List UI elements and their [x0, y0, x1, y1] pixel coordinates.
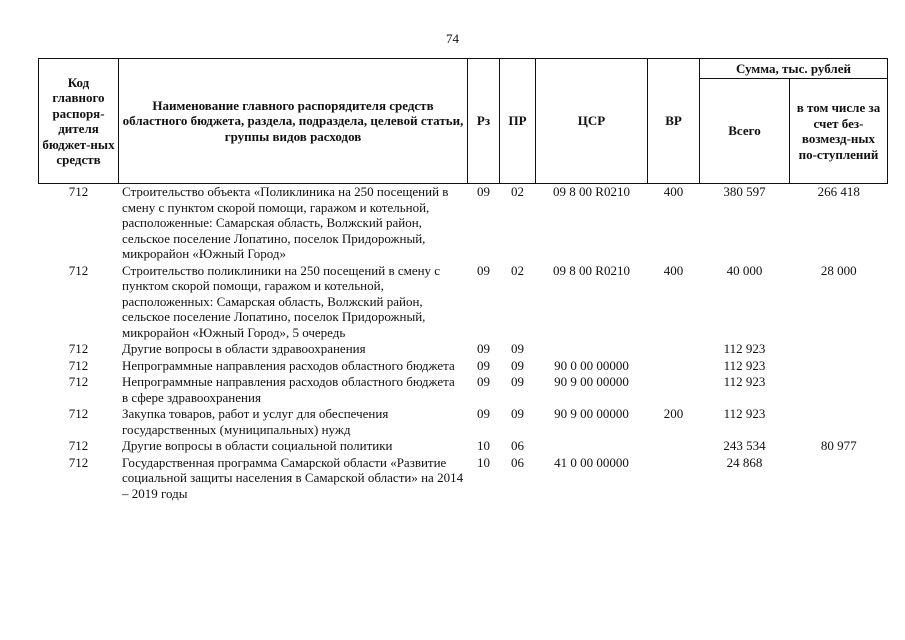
cell-vr: 400: [663, 184, 684, 199]
cell-name: Строительство объекта «Поликлиника на 250 посещений в смену с пунктом скорой помощи, гаражом и котельной, расположенные: Самарская область, Волжский район, сельское поселение Лопатино, поселок Придорожный, микрорайон «Южный Город»: [122, 184, 449, 261]
cell-pr: 09: [511, 374, 524, 389]
table-row: [39, 263, 888, 342]
cell-total: 112 923: [723, 341, 766, 356]
cell-pr: 02: [511, 262, 524, 278]
cell-name: Другие вопросы в области социальной политики: [122, 438, 393, 453]
header-sum: Сумма, тыс. рублей: [700, 59, 888, 79]
cell-total: 112 923: [723, 406, 766, 421]
cell-vr: [648, 341, 700, 358]
cell-rz: 09: [477, 341, 490, 356]
cell-total: 112 923: [723, 374, 766, 389]
cell-free: [790, 341, 888, 358]
header-pr: ПР: [500, 59, 536, 184]
cell-free: [790, 406, 888, 438]
cell-name: Непрограммные направления расходов областного бюджета: [122, 357, 455, 373]
cell-code: 712: [68, 184, 89, 199]
cell-csr: 90 9 00 00000: [554, 374, 629, 389]
cell-name: Закупка товаров, работ и услуг для обеспечения государственных (муниципальных) нужд: [122, 406, 389, 437]
cell-rz: 09: [477, 406, 490, 421]
cell-vr: [648, 374, 700, 406]
cell-csr: [536, 438, 648, 455]
cell-rz: 09: [477, 374, 490, 389]
page-number: 74: [446, 31, 459, 46]
cell-total: 243 534: [723, 438, 766, 453]
table-row: [39, 184, 888, 263]
cell-free: [790, 455, 888, 503]
cell-total: 380 597: [723, 184, 766, 199]
cell-rz: 10: [477, 438, 490, 453]
cell-code: 712: [68, 357, 89, 373]
table-body: [39, 184, 888, 503]
table-row: [39, 406, 888, 438]
table-row: [39, 455, 888, 503]
cell-pr: 09: [511, 357, 524, 373]
cell-vr: [648, 455, 700, 503]
table-row: [39, 358, 888, 375]
cell-total: 24 868: [726, 454, 763, 470]
cell-free: [790, 358, 888, 375]
header-free: в том числе за счет без-возмезд-ных по-ступлений: [790, 79, 888, 184]
cell-csr: 09 8 00 R0210: [553, 262, 630, 278]
cell-total: 112 923: [723, 357, 766, 373]
cell-name: Другие вопросы в области здравоохранения: [122, 341, 366, 356]
cell-pr: 02: [511, 184, 524, 199]
cell-name: Государственная программа Самарской области «Развитие социальной защиты населения в Самарской области» на 2014 – 2019 годы: [122, 454, 464, 501]
cell-pr: 06: [511, 454, 524, 470]
cell-rz: 10: [477, 454, 490, 470]
cell-code: 712: [68, 406, 89, 421]
header-rz: Рз: [468, 59, 500, 184]
cell-code: 712: [68, 438, 89, 453]
cell-free: 266 418: [817, 184, 860, 199]
cell-code: 712: [68, 262, 89, 278]
table-row: [39, 438, 888, 455]
cell-vr: 200: [663, 406, 684, 421]
cell-csr: [536, 341, 648, 358]
cell-free: 28 000: [820, 262, 857, 278]
cell-code: 712: [68, 374, 89, 389]
header-csr: ЦСР: [536, 59, 648, 184]
cell-code: 712: [68, 341, 89, 356]
cell-vr: [648, 358, 700, 375]
cell-free: [790, 374, 888, 406]
cell-pr: 09: [511, 341, 524, 356]
cell-csr: 09 8 00 R0210: [553, 184, 630, 199]
cell-rz: 09: [477, 357, 490, 373]
cell-rz: 09: [477, 262, 490, 278]
cell-vr: [648, 438, 700, 455]
cell-name: Непрограммные направления расходов областного бюджета в сфере здравоохранения: [122, 374, 455, 405]
cell-pr: 09: [511, 406, 524, 421]
cell-csr: 90 9 00 00000: [554, 406, 629, 421]
cell-rz: 09: [477, 184, 490, 199]
budget-table: [38, 58, 888, 502]
cell-free: 80 977: [820, 438, 857, 453]
cell-code: 712: [68, 454, 89, 470]
table-row: [39, 341, 888, 358]
cell-csr: 41 0 00 00000: [554, 454, 629, 470]
header-name: Наименование главного распорядителя средств областного бюджета, раздела, подраздела, целевой статьи, группы видов расходов: [119, 59, 468, 184]
cell-pr: 06: [511, 438, 524, 453]
cell-vr: 400: [663, 262, 684, 278]
table-header: [39, 59, 888, 184]
cell-name: Строительство поликлиники на 250 посещений в смену с пунктом скорой помощи, гаражом и котельной, расположенных: Самарская область, Волжский район, сельское поселение Лопатино, поселок Придорожный, микрорайон «Южный Город», 5 очередь: [122, 262, 441, 340]
cell-total: 40 000: [726, 262, 763, 278]
cell-csr: 90 0 00 00000: [554, 357, 629, 373]
header-total: Всего: [700, 79, 790, 184]
header-code: Код главного распоря-дителя бюджет-ных средств: [39, 59, 119, 184]
header-vr: ВР: [648, 59, 700, 184]
table-row: [39, 374, 888, 406]
